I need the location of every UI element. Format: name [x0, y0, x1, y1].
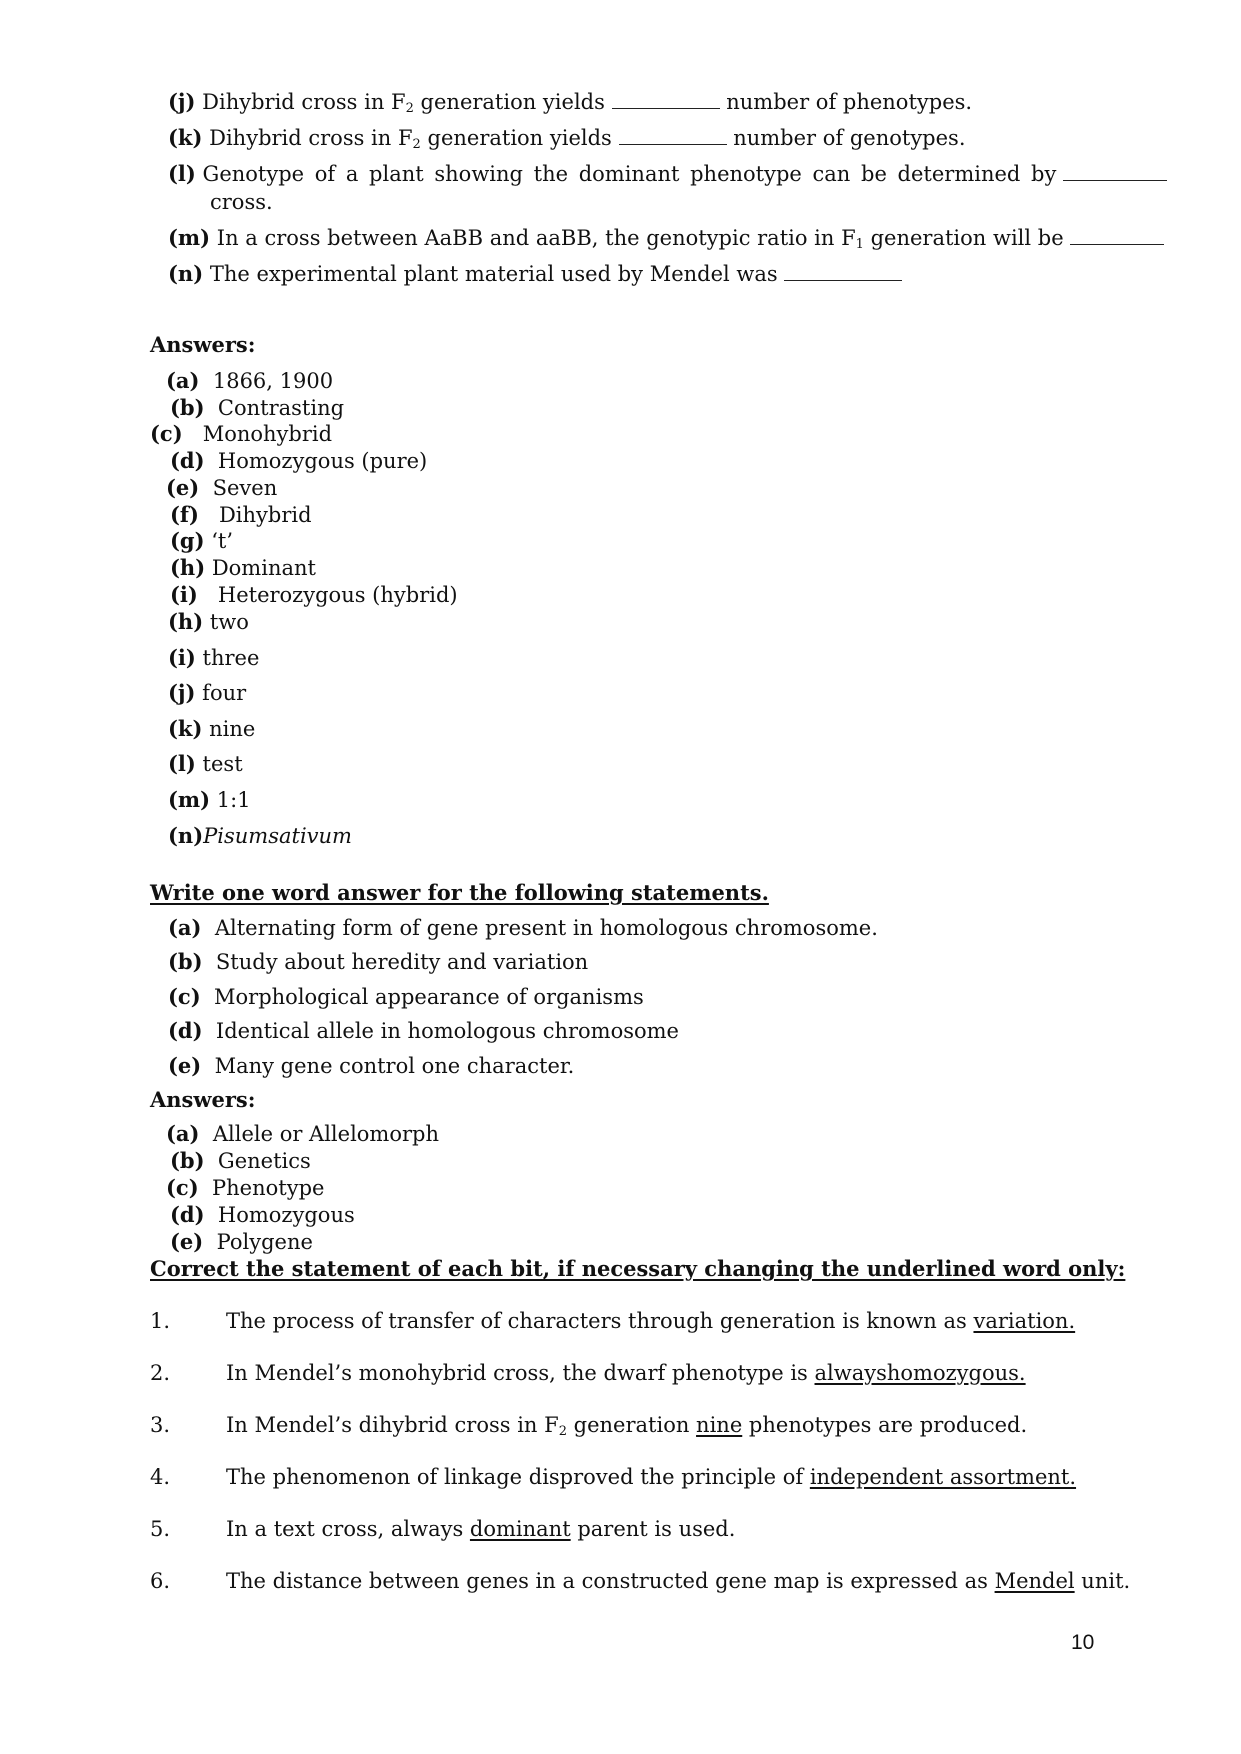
section-heading-correct: Correct the statement of each bit, if necessary changing the underlined word only:	[150, 1256, 1126, 1281]
section-heading-one-word: Write one word answer for the following statements.	[150, 880, 769, 905]
question-l-continued: cross.	[210, 190, 273, 214]
statement-number: 5.	[150, 1517, 171, 1541]
answer-item: (j) four	[168, 680, 247, 705]
statement-number: 1.	[150, 1309, 171, 1333]
statement-number: 6.	[150, 1569, 171, 1593]
answer-item: (h) Dominant	[170, 555, 316, 580]
answer-item: (c) Monohybrid	[150, 421, 333, 446]
answer-blank	[784, 262, 902, 281]
statement-2: In Mendel’s monohybrid cross, the dwarf phenotype is alwayshomozygous.	[226, 1361, 1026, 1385]
question-m: (m) In a cross between AaBB and aaBB, the genotypic ratio in $F_1$ generation will be	[168, 225, 1164, 251]
question-l: (l) Genotype of a plant showing the dominant phenotype can be determined by	[168, 161, 1167, 187]
one-word-item: (d) Identical allele in homologous chromosome	[168, 1018, 679, 1043]
statement-number: 3.	[150, 1413, 171, 1437]
answer-blank	[1070, 226, 1164, 245]
answer-item: (l) test	[168, 751, 243, 776]
answer-blank	[619, 126, 727, 145]
answer-item: (c) Phenotype	[166, 1175, 325, 1200]
answer-item: (h) two	[168, 609, 249, 634]
question-n: (n) The experimental plant material used by Mendel was	[168, 261, 902, 287]
answer-item: (a) Allele or Allelomorph	[166, 1121, 439, 1146]
statement-6: The distance between genes in a constructed gene map is expressed as Mendel unit.	[226, 1569, 1131, 1593]
answers-heading: Answers:	[150, 332, 256, 357]
answer-item: (f) Dihybrid	[170, 502, 312, 527]
statement-5: In a text cross, always dominant parent is used.	[226, 1517, 736, 1541]
question-j: (j) Dihybrid cross in $F_2$ generation yields number of phenotypes.	[168, 89, 973, 116]
one-word-item: (e) Many gene control one character.	[168, 1053, 575, 1078]
answer-item: (e) Polygene	[170, 1229, 313, 1254]
statement-number: 4.	[150, 1465, 171, 1489]
question-k: (k) Dihybrid cross in $F_2$ generation yields number of genotypes.	[168, 125, 966, 152]
answer-item: (m) 1:1	[168, 787, 251, 812]
one-word-item: (a) Alternating form of gene present in homologous chromosome.	[168, 915, 878, 940]
answer-item: (b) Contrasting	[170, 395, 345, 420]
statement-4: The phenomenon of linkage disproved the principle of independent assortment.	[226, 1465, 1077, 1489]
answer-item: (e) Seven	[166, 475, 278, 500]
answer-item: (g) ‘t’	[170, 528, 234, 553]
answer-item: (a) 1866, 1900	[166, 368, 334, 393]
statement-number: 2.	[150, 1361, 171, 1385]
answers-heading-2: Answers:	[150, 1087, 256, 1112]
answer-item: (i) Heterozygous (hybrid)	[170, 582, 458, 607]
answer-item: (d) Homozygous (pure)	[170, 448, 428, 473]
statement-3: In Mendel’s dihybrid cross in $F_2$ generation nine phenotypes are produced.	[226, 1413, 1028, 1439]
answer-item: (d) Homozygous	[170, 1202, 355, 1227]
answer-blank	[1063, 162, 1167, 181]
answer-blank	[612, 90, 720, 109]
answer-item: (n)Pisumsativum	[168, 823, 352, 848]
page-number: 10	[1071, 1631, 1095, 1654]
answer-item: (k) nine	[168, 716, 256, 741]
statement-1: The process of transfer of characters through generation is known as variation.	[226, 1309, 1076, 1333]
one-word-item: (b) Study about heredity and variation	[168, 949, 589, 974]
one-word-item: (c) Morphological appearance of organisms	[168, 984, 644, 1009]
answer-item: (b) Genetics	[170, 1148, 311, 1173]
answer-item: (i) three	[168, 645, 260, 670]
